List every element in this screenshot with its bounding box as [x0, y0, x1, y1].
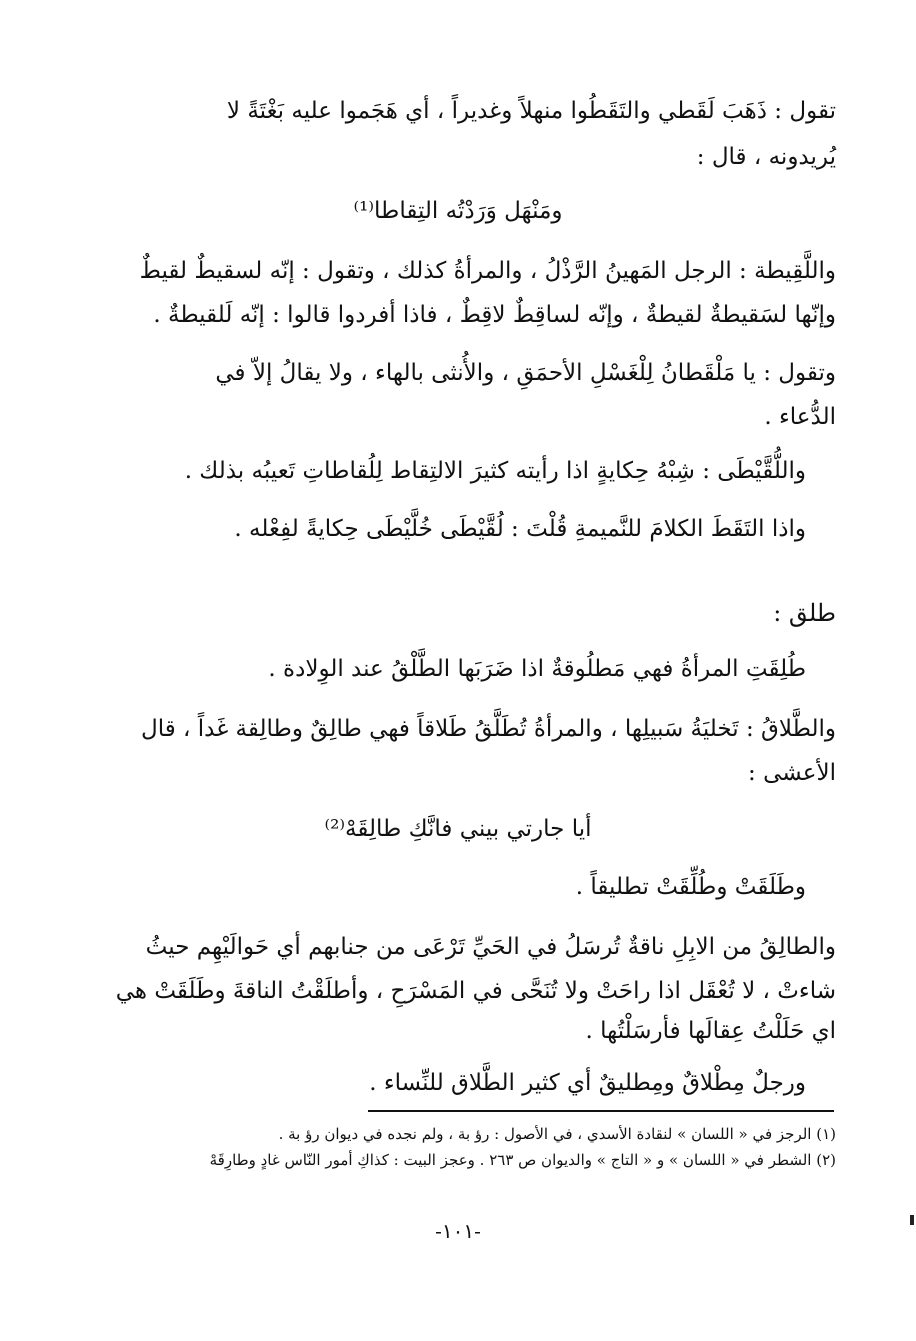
paragraph-3-line-2: الدُّعاء .	[764, 404, 836, 430]
paragraph-7-line-2: الأعشى :	[748, 760, 836, 786]
paragraph-4: واللُّقَّيْطَى : شِبْهُ حِكايةٍ اذا رأيته كثيرَ الالتِقاط لِلُقاطاتِ تَعيبُه بذلك .	[184, 458, 806, 484]
paragraph-2-line-1: واللَّقِيطة : الرجل المَهينُ الرَّذْلُ ، والمرأةُ كذلك ، وتقول : إنّه لسقيطٌ لقيطٌ	[139, 258, 836, 284]
paragraph-9-line-2: شاءتْ ، لا تُعْقَل اذا راحَتْ ولا تُنَحَّى في المَسْرَحِ ، وأطلَقْتُ الناقةَ وطَلَقَتْ هي	[115, 978, 836, 1004]
paragraph-7-line-1: والطَّلاقُ : تَخليَةُ سَبيلِها ، والمرأةُ تُطَلَّقُ طَلاقاً فهي طالِقٌ وطالِقة غَداً ، قال	[141, 716, 836, 742]
paragraph-5: واذا التَقَطَ الكلامَ للنَّميمةِ قُلْتَ : لُقَّيْطَى خُلَّيْطَى حِكايةً لفِعْله .	[234, 516, 806, 542]
paragraph-10: ورجلٌ مِطْلاقٌ ومِطليقٌ أي كثير الطَّلاق للنِّساء .	[369, 1070, 806, 1096]
section-heading: طلق :	[773, 599, 836, 627]
paragraph-8: وطَلَقَتْ وطُلِّقَتْ تطليقاً .	[575, 874, 806, 900]
paragraph-9-line-3: اي حَلَلْتُ عِقالَها فأرسَلْتُها .	[585, 1018, 836, 1044]
verse-line-1: ومَنْهَل وَرَدْتُه التِقاطا⁽¹⁾	[353, 198, 563, 224]
paragraph-1-line-1: تقول : ذَهَبَ لَقَطي والتَقَطُوا منهلاً وغديراً ، أي هَجَموا عليه بَغْتَةً لا	[226, 98, 836, 124]
paragraph-1-line-2: يُريدونه ، قال :	[696, 144, 836, 170]
page-number: -١٠١-	[435, 1219, 481, 1243]
footnote-1: (١) الرجز في « اللسان » لنقادة الأسدي ، في الأصول : رؤ بة ، ولم نجده في ديوان رؤ بة .	[278, 1125, 836, 1143]
scan-speck	[910, 1215, 914, 1225]
footnote-separator	[368, 1110, 834, 1112]
paragraph-9-line-1: والطالِقُ من الابِلِ ناقةٌ تُرسَلُ في الحَيِّ تَرْعَى من جنابهم أي حَوالَيْهِم حيثُ	[145, 934, 836, 960]
paragraph-6: طُلِقَتِ المرأةُ فهي مَطلُوقةٌ اذا ضَرَبَها الطَّلْقُ عند الوِلادة .	[268, 656, 806, 682]
footnote-2: (٢) الشطر في « اللسان » و « التاج » والديوان ص ٢٦٣ . وعجز البيت : كذاكِ أمور النّاس غادٍ وطارِقَهْ	[209, 1151, 836, 1169]
paragraph-2-line-2: وإنّها لسَقيطةٌ لقيطةٌ ، وإنّه لساقِطٌ لاقِطٌ ، فاذا أفردوا قالوا : إنّه لَلقيطةٌ .	[153, 302, 836, 328]
paragraph-3-line-1: وتقول : يا مَلْقَطانُ لِلْغَسْلِ الأحمَقِ ، والأُنثى بالهاء ، ولا يقالُ إلاّ في	[215, 360, 836, 386]
verse-line-2: أيا جارتي بيني فانَّكِ طالِقَهْ⁽²⁾	[324, 816, 592, 842]
